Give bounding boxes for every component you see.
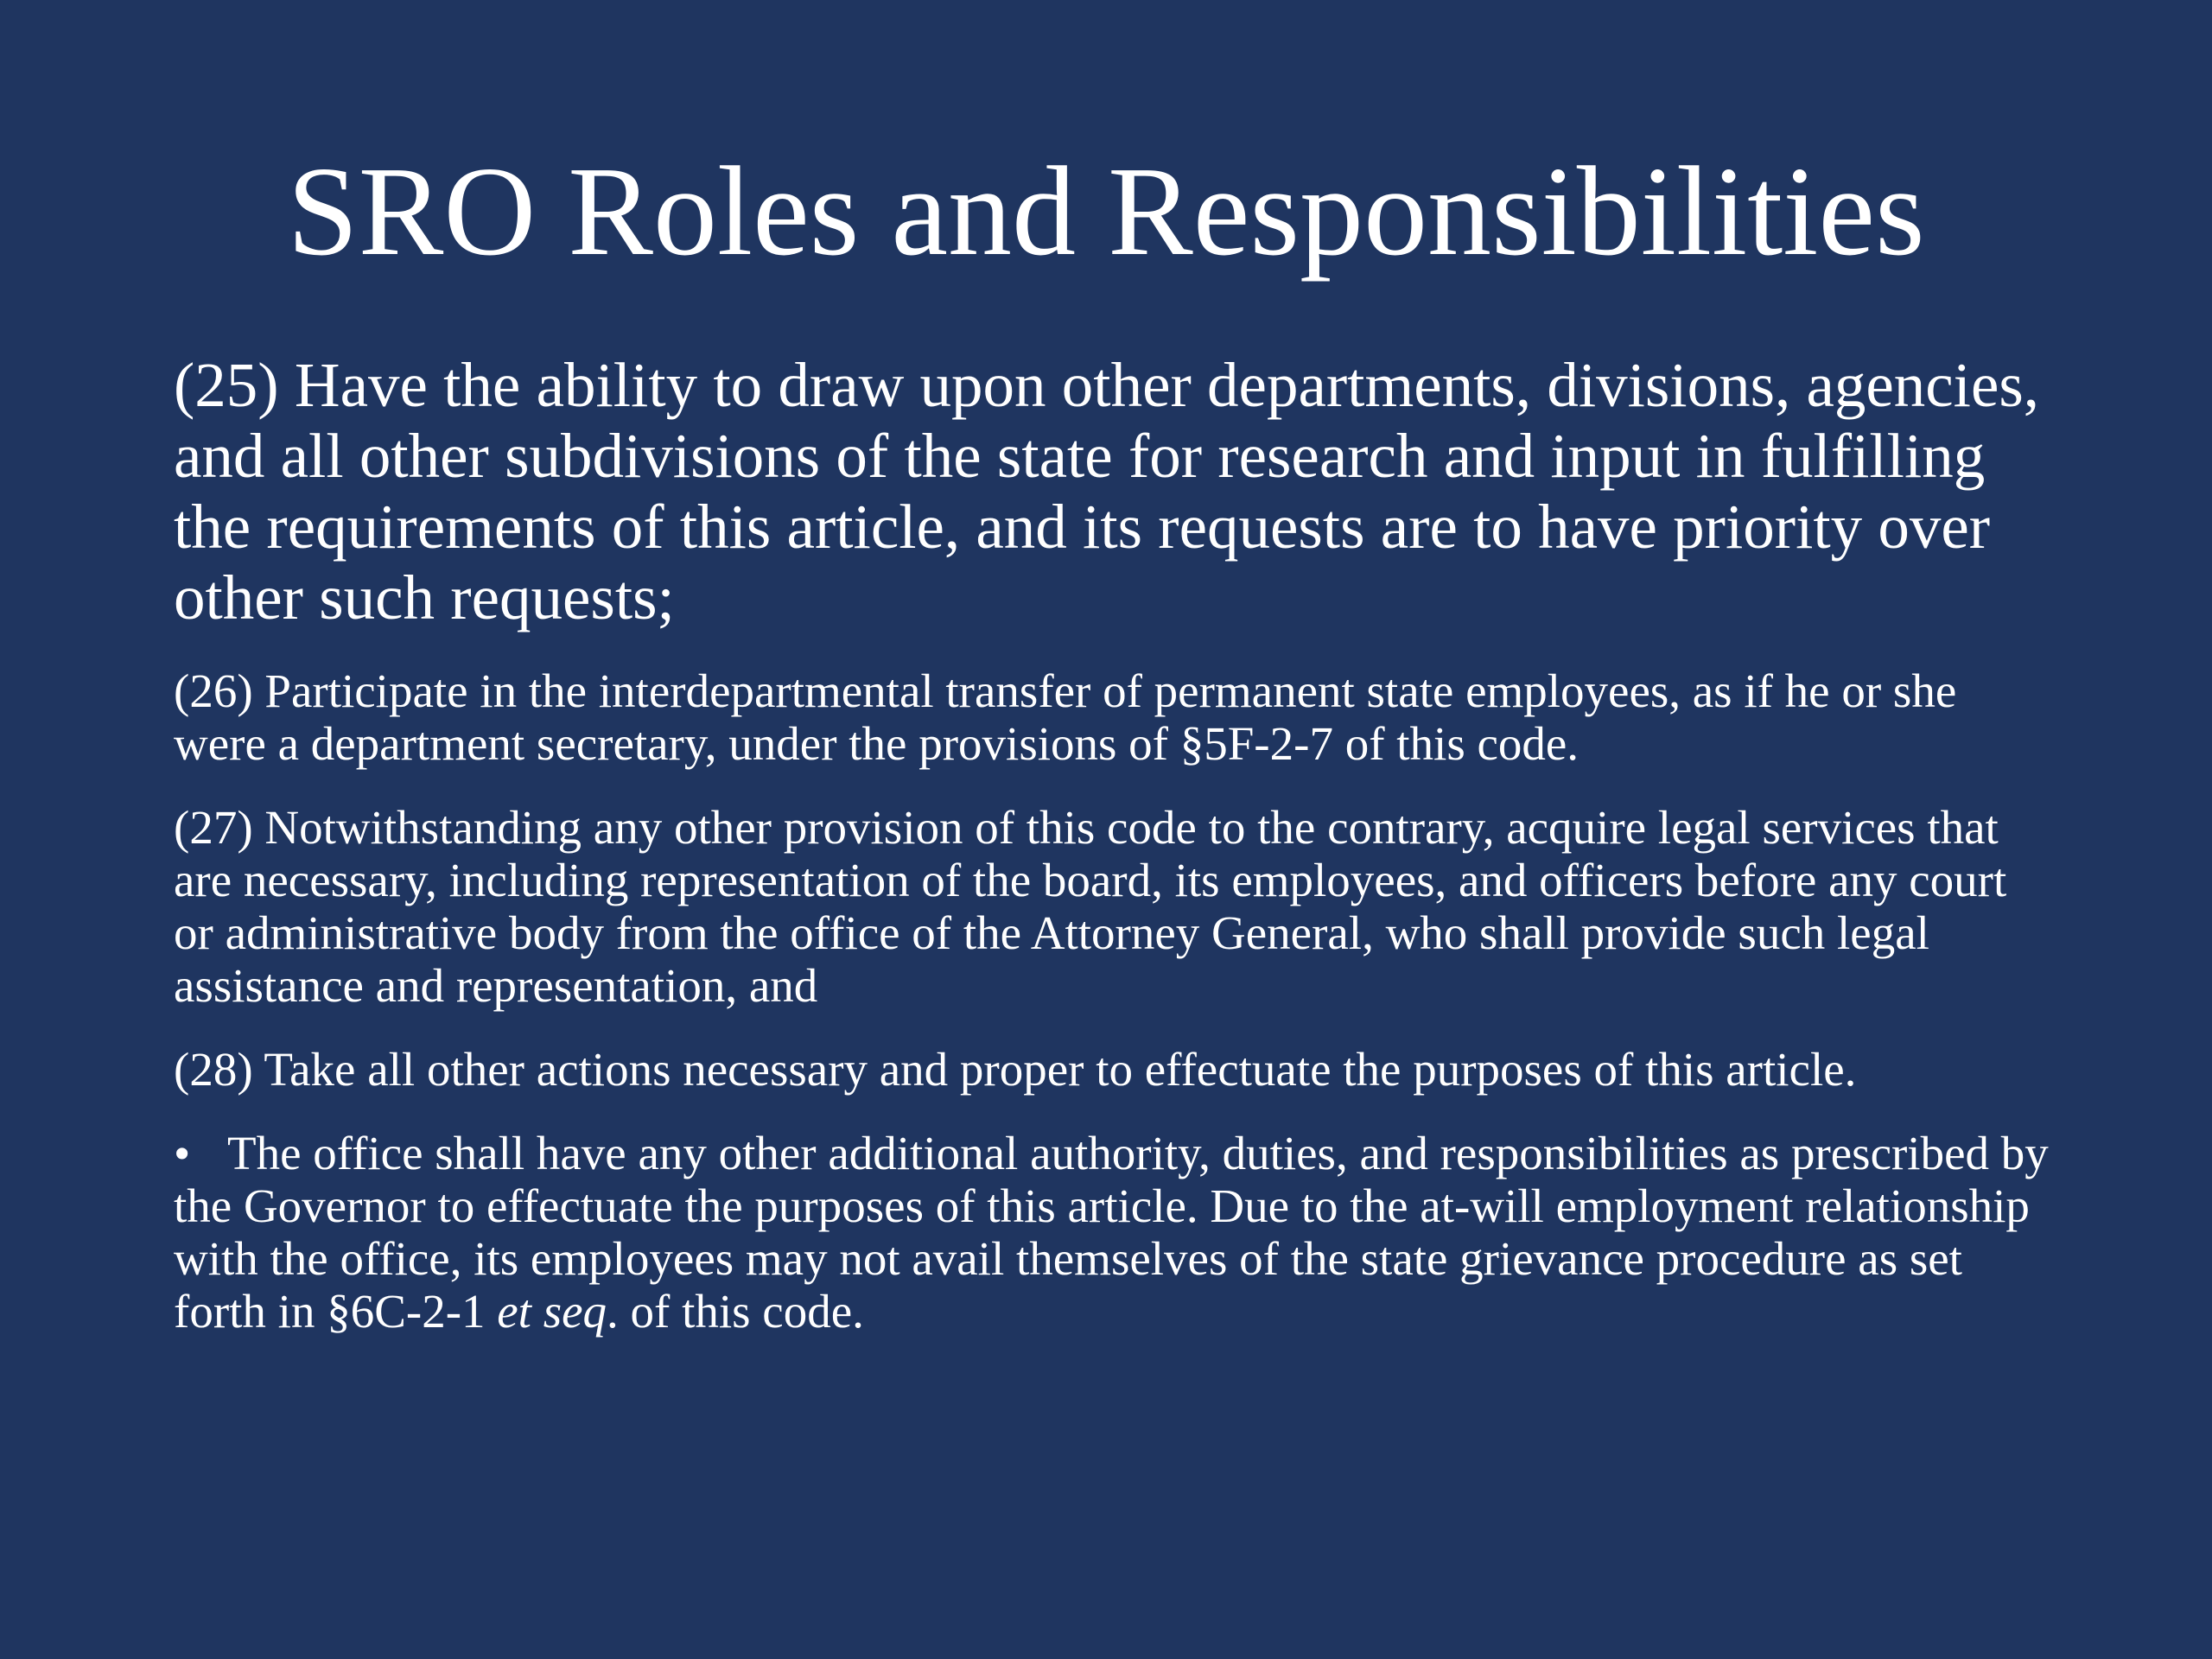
paragraph-25: (25) Have the ability to draw upon other departments, divisions, agencies, and all other subdivisions of the state for research and input in fulfilling the requirements of this article, and its requests are to have priority over other such requests; [174,350,2040,632]
bullet-text-before: The office shall have any other additional authority, duties, and responsibilities as prescribed by the Governor to effectuate the purposes of this article. Due to the at-will employment relationship with the office, its employees may not avail themselves of the state grievance procedure as set forth in §6C-2-1 [174,1127,2049,1338]
slide-title: SRO Roles and Responsibilities [287,141,1925,283]
bullet-text-italic: et seq [497,1285,607,1338]
bullet-text-after: . of this code. [607,1285,864,1338]
bullet-paragraph [174,1127,2057,1338]
paragraph-28: (28) Take all other actions necessary and proper to effectuate the purposes of this article. [174,1043,1857,1096]
paragraph-26: (26) Participate in the interdepartmental transfer of permanent state employees, as if he or she were a department secretary, under the provisions of §5F-2-7 of this code. [174,664,1957,770]
slide-body [174,350,2057,1369]
paragraph-27: (27) Notwithstanding any other provision of this code to the contrary, acquire legal services that are necessary, including representation of the board, its employees, and officers before any court or administrative body from the office of the Attorney General, who shall provide such legal assistance and representation, and [174,801,2007,1012]
bullet-marker: • [174,1127,191,1179]
